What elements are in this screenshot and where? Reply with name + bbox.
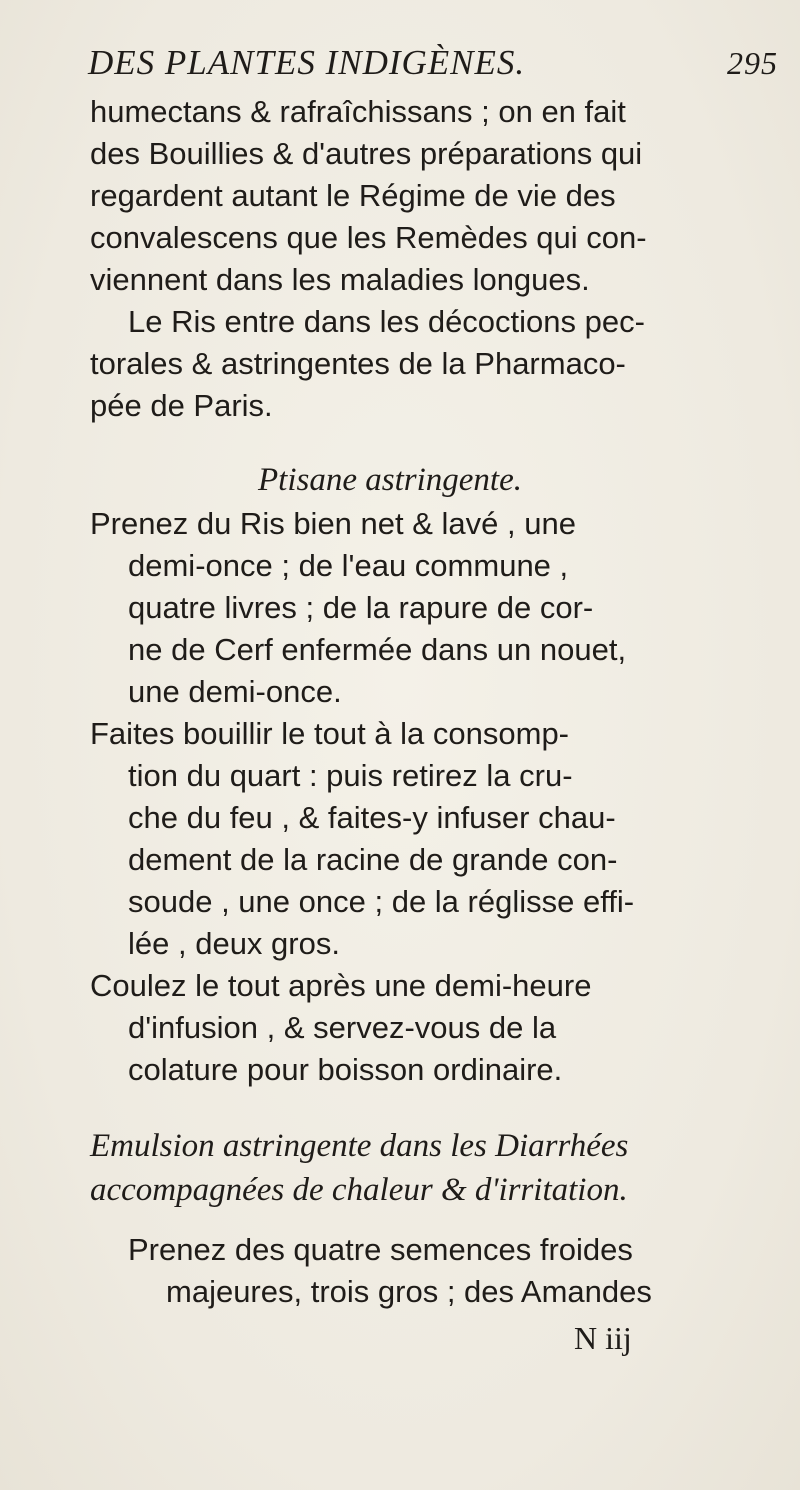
text-line: pée de Paris. bbox=[90, 388, 273, 423]
text-line: tion du quart : puis retirez la cru- bbox=[128, 758, 573, 793]
text-line: soude , une once ; de la réglisse effi- bbox=[128, 884, 635, 919]
text-line: Prenez des quatre semences froides bbox=[128, 1232, 633, 1267]
text-line: demi-once ; de l'eau commune , bbox=[128, 548, 569, 583]
text-line: convalescens que les Remèdes qui con- bbox=[90, 220, 647, 255]
page-number: 295 bbox=[727, 45, 778, 81]
text-line: colature pour boisson ordinaire. bbox=[128, 1052, 563, 1087]
text-line: humectans & rafraîchissans ; on en fait bbox=[90, 94, 626, 129]
section-heading: Emulsion astringente dans les Diarrhées bbox=[90, 1128, 629, 1164]
running-head bbox=[88, 38, 778, 88]
text-line: regardent autant le Régime de vie des bbox=[90, 178, 616, 213]
running-title: DES PLANTES INDIGÈNES. bbox=[88, 43, 526, 82]
section-heading: Ptisane astringente. bbox=[258, 462, 522, 498]
text-line: majeures, trois gros ; des Amandes bbox=[166, 1274, 652, 1309]
text-line: Coulez le tout après une demi-heure bbox=[90, 968, 592, 1003]
text-line: dement de la racine de grande con- bbox=[128, 842, 618, 877]
text-line: torales & astringentes de la Pharmaco- bbox=[90, 346, 626, 381]
text-line: ne de Cerf enfermée dans un nouet, bbox=[128, 632, 627, 667]
text-line: che du feu , & faites-y infuser chau- bbox=[128, 800, 616, 835]
text-line: lée , deux gros. bbox=[128, 926, 340, 961]
signature-mark: N iij bbox=[574, 1320, 632, 1356]
text-line: des Bouillies & d'autres préparations qui bbox=[90, 136, 643, 171]
text-line: une demi-once. bbox=[128, 674, 342, 709]
text-line: Le Ris entre dans les décoctions pec- bbox=[128, 304, 645, 339]
text-line: Prenez du Ris bien net & lavé , une bbox=[90, 506, 576, 541]
section-heading: accompagnées de chaleur & d'irritation. bbox=[90, 1172, 628, 1208]
text-line: viennent dans les maladies longues. bbox=[90, 262, 590, 297]
text-line: quatre livres ; de la rapure de cor- bbox=[128, 590, 594, 625]
text-line: Faites bouillir le tout à la consomp- bbox=[90, 716, 570, 751]
text-line: d'infusion , & servez-vous de la bbox=[128, 1010, 557, 1045]
